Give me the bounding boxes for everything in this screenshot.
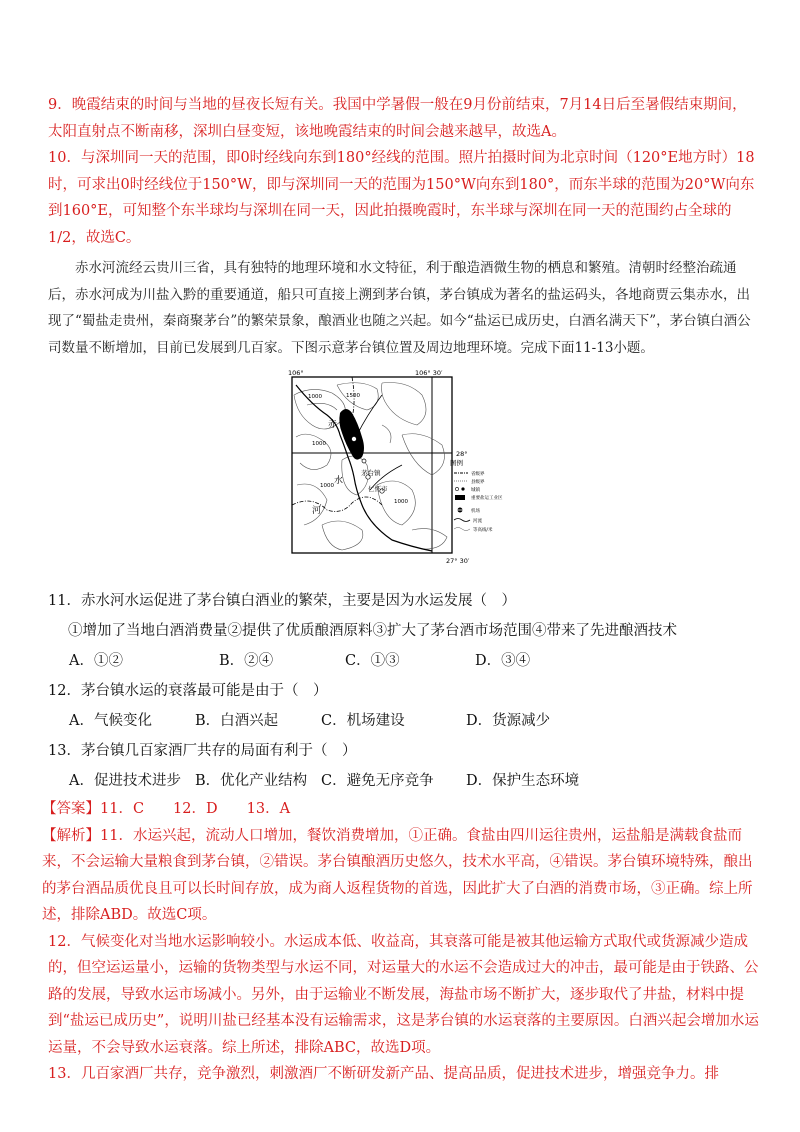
option-c[interactable]: C．避免无序竞争 [321, 773, 434, 789]
option-b[interactable]: B．②④ [219, 653, 274, 669]
analysis-q11 [42, 823, 760, 929]
question-13-options [48, 766, 760, 796]
lat-bottom-label: 27° 30′ [446, 557, 470, 565]
option-d[interactable]: D．保护生态环境 [466, 773, 580, 789]
legend-label: 机场 [471, 509, 480, 514]
river-char: 水 [334, 476, 344, 486]
option-a[interactable]: A．气候变化 [69, 713, 152, 729]
option-d[interactable]: D．货源减少 [466, 713, 551, 729]
contour-label: 1000 [312, 441, 326, 447]
contour-label: 1000 [320, 483, 334, 489]
option-c[interactable]: C．①③ [345, 653, 400, 669]
analysis-q11-text: 11．水运兴起，流动人口增加，餐饮消费增加，①正确。食盐由四川运往贵州，运盐船是满载食盐而来，不会运输大量粮食到茅台镇，②错误。茅台镇酿酒历史悠久，技术水平高，④错误。茅台镇环境特殊，酿出的茅台酒品质优良且可以长时间存放，成为商人返程货物的首选，因此扩大了白酒的消费市场，③正确。综上所述，排除ABD。故选C项。 [42, 827, 753, 923]
option-c[interactable]: C．机场建设 [321, 713, 405, 729]
legend-label: 等高线/米 [473, 528, 493, 533]
material-passage: 赤水河流经云贵川三省，具有独特的地理环境和水文特征，利于酿造酒微生物的栖息和繁殖。清朝时经整治疏通后，赤水河成为川盐入黔的重要通道，船只可直接上溯到茅台镇，茅台镇成为著名的盐运码头，各地商贾云集赤水，出现了“蜀盐走贵州，秦商聚茅台”的繁荣景象，酿酒业也随之兴起。如今“盐运已成历史，白酒名满天下”，茅台镇白酒公司数量不断增加，目前已发展到几百家。下图示意茅台镇位置及周边地理环境。完成下面11-13小题。 [48, 260, 751, 356]
document-page [42, 92, 760, 1088]
analysis-q13: 13．几百家酒厂共存，竞争激烈，刺激酒厂不断研发新产品、提高品质，促进技术进步，增强竞争力。排 [48, 1066, 719, 1082]
answer-text: 11．C 12．D 13．A [100, 801, 291, 817]
lat-mid-label: 28° [456, 450, 468, 458]
lon-left-label: 106° [288, 369, 304, 377]
maotai-town-label: 茅台镇 [361, 469, 381, 477]
question-11-stem: 11．赤水河水运促进了茅台镇白酒业的繁荣，主要是因为水运发展（ ） [48, 593, 516, 609]
legend-label: 重要盐运工业区 [471, 496, 503, 501]
option-b[interactable]: B．优化产业结构 [195, 773, 308, 789]
analysis-q9: 9．晚霞结束的时间与当地的昼夜长短有关。我国中学暑假一般在9月份前结束，7月14日后至暑假结束期间，太阳直射点不断南移，深圳白昼变短，该地晚霞结束的时间会越来越早，故选A。 [48, 97, 747, 140]
option-a[interactable]: A．促进技术进步 [69, 773, 181, 789]
legend-label: 河流 [473, 519, 482, 524]
question-11-options [48, 646, 760, 676]
answer-tag: 【答案】 [42, 801, 100, 817]
analysis-q10: 10．与深圳同一天的范围，即0时经线向东到180°经线的范围。照片拍摄时间为北京时间（120°E地方时）18时，可求出0时经线位于150°W，即与深圳同一天的范围为150°W向东到180°，而东半球的范围为20°W向东到160°E，可知整个东半球均与深圳在同一天，因此拍摄晚霞时，东半球与深圳在同一天的范围约占全球的1/2，故选C。 [48, 150, 755, 246]
contour-label: 1000 [308, 394, 322, 400]
question-13-stem: 13．茅台镇几百家酒厂共存的局面有利于（ ） [48, 743, 357, 759]
map-legend [450, 458, 503, 533]
lon-right-label: 106° 30′ [415, 369, 443, 377]
renhuai-label: 仁怀市 [368, 485, 388, 493]
question-12-options [48, 706, 760, 736]
option-b[interactable]: B．白酒兴起 [195, 713, 279, 729]
option-d[interactable]: D．③④ [475, 653, 531, 669]
option-a[interactable]: A．①② [69, 653, 123, 669]
maotai-location-map [282, 365, 508, 577]
analysis-tag: 【解析】 [42, 827, 100, 844]
town-symbol [362, 459, 366, 463]
river-char: 赤 [328, 420, 338, 430]
airport-symbol [352, 437, 357, 442]
river-char: 河 [312, 506, 322, 516]
analysis-q12: 12．气候变化对当地水运影响较小。水运成本低、收益高，其衰落可能是被其他运输方式取代或货源减少造成的，但空运运量小，运输的货物类型与水运不同，对运量大的水运不会造成过大的冲击，最可能是由于铁路、公路的发展，导致水运市场减小。另外，由于运输业不断发展，海盐市场不断扩大，逐步取代了井盐，材料中提到“盐运已成历史”，说明川盐已经基本没有运输需求，这是茅台镇的水运衰落的主要原因。白酒兴起会增加水运运量，不会导致水运衰落。综上所述，排除ABC，故选D项。 [48, 933, 759, 1056]
legend-label: 城镇 [471, 488, 480, 493]
contour-label: 1000 [394, 499, 408, 505]
legend-title: 图例 [450, 459, 463, 467]
legend-label: 县级界 [471, 480, 485, 485]
question-12-stem: 12．茅台镇水运的衰落最可能是由于（ ） [48, 683, 328, 699]
question-11-statements: ①增加了当地白酒消费量②提供了优质酿酒原料③扩大了茅台酒市场范围④带来了先进酿酒技术 [68, 623, 677, 639]
answer-line [42, 796, 760, 823]
legend-label: 省级界 [471, 472, 485, 477]
map-figure [48, 365, 760, 580]
contour-label: 1500 [346, 393, 360, 399]
